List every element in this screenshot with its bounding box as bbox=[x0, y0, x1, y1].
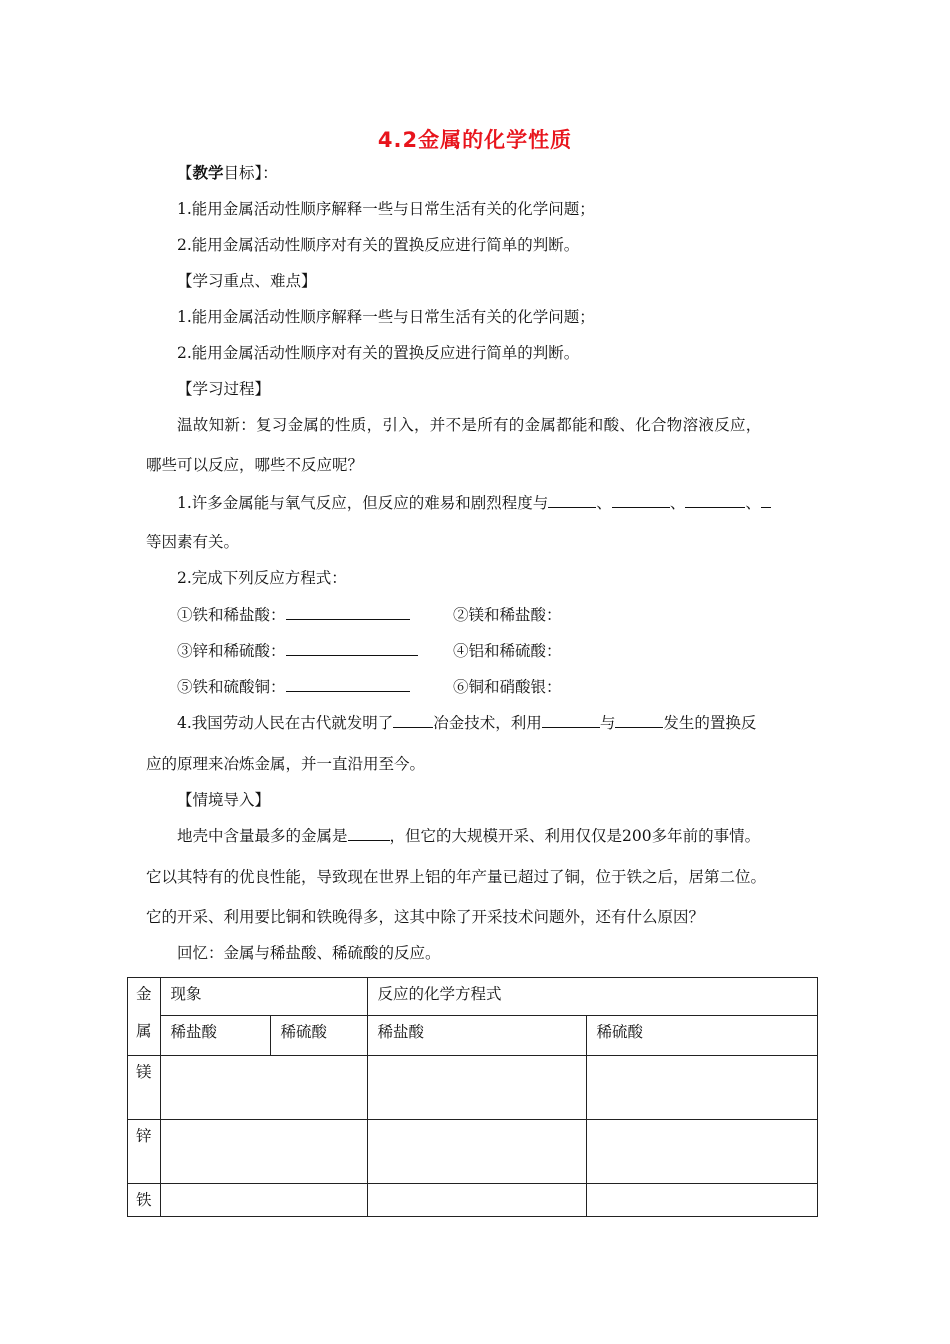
hcl-equation-header: 稀盐酸 bbox=[367, 1016, 586, 1056]
equation-cell[interactable] bbox=[586, 1184, 817, 1217]
answer-blank[interactable] bbox=[286, 605, 410, 620]
question-1-sep: 、 bbox=[669, 494, 686, 512]
key-point-item-2: 2.能用金属活动性顺序对有关的置换反应进行简单的判断。 bbox=[177, 344, 580, 362]
metal-cell: 铁 bbox=[128, 1184, 161, 1217]
scenario-line2: 它以其特有的优良性能，导致现在世界上铝的年产量已超过了铜，位于铁之后，居第二位。 bbox=[146, 868, 767, 886]
question-4-text: 发生的置换反 bbox=[663, 714, 757, 732]
objectives-heading-bold: 教学 bbox=[192, 163, 224, 182]
key-point-item-1: 1.能用金属活动性顺序解释一些与日常生活有关的化学问题； bbox=[177, 308, 595, 326]
answer-blank[interactable] bbox=[612, 493, 670, 508]
answer-blank[interactable] bbox=[615, 713, 663, 728]
equation-cell[interactable] bbox=[367, 1184, 586, 1217]
metal-header-char: 金 bbox=[136, 985, 152, 1003]
metal-header-char: 属 bbox=[136, 1022, 152, 1040]
hcl-phenomenon-header: 稀盐酸 bbox=[160, 1016, 270, 1056]
equation-row-1 bbox=[177, 605, 410, 625]
table-row bbox=[128, 1184, 818, 1217]
equation-label: ⑤铁和硫酸铜： bbox=[177, 678, 286, 696]
scenario-line3: 它的开采、利用要比铜和铁晚得多，这其中除了开采技术问题外，还有什么原因？ bbox=[146, 908, 705, 926]
answer-blank[interactable] bbox=[542, 713, 600, 728]
objectives-heading-rest: 目标】： bbox=[223, 164, 278, 182]
phenomenon-cell[interactable] bbox=[160, 1184, 367, 1217]
key-points-heading: 【学习重点、难点】 bbox=[177, 272, 317, 290]
page-title: 4.2金属的化学性质 bbox=[377, 128, 573, 152]
process-intro-line1: 温故知新：复习金属的性质，引入，并不是所有的金属都能和酸、化合物溶液反应， bbox=[177, 416, 762, 434]
answer-blank[interactable] bbox=[393, 713, 433, 728]
answer-blank[interactable] bbox=[286, 677, 410, 692]
equation-label: ③锌和稀硫酸： bbox=[177, 642, 286, 660]
answer-blank[interactable] bbox=[761, 493, 771, 508]
objectives-heading bbox=[177, 163, 278, 183]
equation-row-3 bbox=[177, 677, 410, 697]
question-4-line2: 应的原理来冶炼金属，并一直沿用至今。 bbox=[146, 755, 426, 773]
question-1-text: 1.许多金属能与氧气反应，但反应的难易和剧烈程度与 bbox=[177, 494, 549, 512]
question-4-text: 与 bbox=[599, 714, 616, 732]
question-1-sep: 、 bbox=[745, 494, 761, 512]
process-heading: 【学习过程】 bbox=[177, 380, 271, 398]
scenario-line1 bbox=[177, 826, 760, 846]
metal-cell: 锌 bbox=[128, 1120, 161, 1184]
question-2: 2.完成下列反应方程式： bbox=[177, 569, 347, 587]
question-4 bbox=[177, 713, 756, 733]
h2so4-phenomenon-header: 稀硫酸 bbox=[270, 1016, 367, 1056]
equation-cell[interactable] bbox=[586, 1056, 817, 1120]
objective-item-1: 1.能用金属活动性顺序解释一些与日常生活有关的化学问题； bbox=[177, 200, 595, 218]
table-row bbox=[128, 978, 818, 1016]
equation-right-3: ⑥铜和硝酸银： bbox=[453, 678, 562, 696]
scenario-text: ，但它的大规模开采、利用仅仅是200多年前的事情。 bbox=[389, 827, 761, 845]
equation-label: ①铁和稀盐酸： bbox=[177, 606, 286, 624]
question-4-text: 4.我国劳动人民在古代就发明了 bbox=[177, 714, 394, 732]
phenomenon-cell[interactable] bbox=[160, 1120, 367, 1184]
answer-blank[interactable] bbox=[685, 493, 745, 508]
table-row bbox=[128, 1016, 818, 1056]
question-1-line2: 等因素有关。 bbox=[146, 533, 240, 551]
process-intro-line2: 哪些可以反应，哪些不反应呢？ bbox=[146, 456, 364, 474]
phenomenon-cell[interactable] bbox=[160, 1056, 367, 1120]
equation-row-2 bbox=[177, 641, 418, 661]
question-1 bbox=[177, 493, 771, 513]
metal-cell: 镁 bbox=[128, 1056, 161, 1120]
reaction-table bbox=[127, 977, 818, 1217]
question-4-text: 冶金技术，利用 bbox=[433, 714, 542, 732]
objectives-heading-bracket: 【 bbox=[177, 164, 193, 182]
h2so4-equation-header: 稀硫酸 bbox=[586, 1016, 817, 1056]
equation-header: 反应的化学方程式 bbox=[367, 978, 817, 1016]
equation-cell[interactable] bbox=[367, 1056, 586, 1120]
scenario-heading: 【情境导入】 bbox=[177, 791, 271, 809]
objective-item-2: 2.能用金属活动性顺序对有关的置换反应进行简单的判断。 bbox=[177, 236, 580, 254]
equation-right-2: ④铝和稀硫酸： bbox=[453, 642, 562, 660]
answer-blank[interactable] bbox=[548, 493, 596, 508]
answer-blank[interactable] bbox=[348, 826, 390, 841]
phenomenon-header: 现象 bbox=[160, 978, 367, 1016]
table-row bbox=[128, 1056, 818, 1120]
equation-cell[interactable] bbox=[586, 1120, 817, 1184]
equation-right-1: ②镁和稀盐酸： bbox=[453, 606, 562, 624]
equation-cell[interactable] bbox=[367, 1120, 586, 1184]
answer-blank[interactable] bbox=[286, 641, 418, 656]
table-row bbox=[128, 1120, 818, 1184]
question-1-sep: 、 bbox=[596, 494, 612, 512]
scenario-text: 地壳中含量最多的金属是 bbox=[177, 827, 348, 845]
metal-header bbox=[128, 978, 161, 1056]
recall-text: 回忆：金属与稀盐酸、稀硫酸的反应。 bbox=[177, 944, 441, 962]
